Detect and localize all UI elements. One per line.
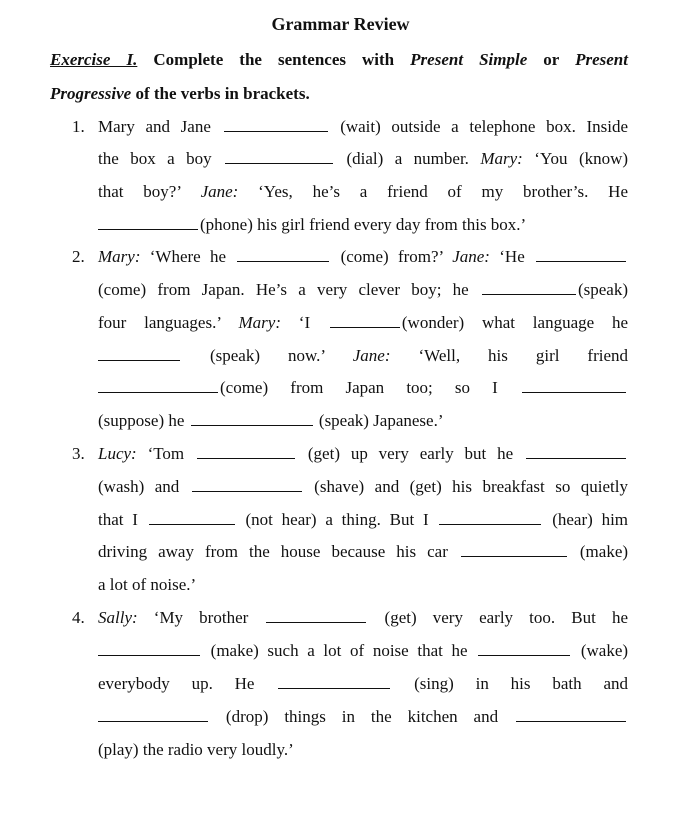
answer-blank[interactable] [98,379,218,393]
page-title: Grammar Review [271,14,410,34]
answer-blank[interactable] [266,609,366,623]
exercise-instruction: Exercise I. Complete the sentences with Present Simple or Present [50,50,628,69]
answer-blank[interactable] [439,511,541,525]
answer-blank[interactable] [237,248,329,262]
answer-blank[interactable] [224,118,328,132]
answer-blank[interactable] [516,708,626,722]
answer-blank[interactable] [197,445,295,459]
sentence-line: that boy?’ Jane: ‘Yes, he’s a friend of my brother’s. He [98,182,629,201]
sentence-line: (drop) things in the kitchen and [98,707,628,727]
answer-blank[interactable] [98,708,208,722]
sentence-line: (come) from Japan too; so I [98,378,628,398]
answer-blank[interactable] [330,314,400,328]
exercise-instruction-cont: Progressive of the verbs in brackets. [50,84,310,103]
answer-blank[interactable] [98,642,200,656]
sentence-line: (suppose) he (speak) Japanese.’ [98,411,444,430]
sentence-line: Lucy: ‘Tom (get) up very early but he [98,444,628,464]
answer-blank[interactable] [461,543,567,557]
item-number: 4. [72,608,85,627]
answer-blank[interactable] [98,347,180,361]
sentence-line: everybody up. He (sing) in his bath and [98,674,628,693]
answer-blank[interactable] [98,216,198,230]
item-number: 3. [72,444,85,463]
answer-blank[interactable] [225,150,333,164]
sentence-line: Sally: ‘My brother (get) very early too. But he [98,608,629,627]
answer-blank[interactable] [149,511,235,525]
answer-blank[interactable] [192,478,302,492]
answer-blank[interactable] [526,445,626,459]
answer-blank[interactable] [522,379,626,393]
sentence-line: Mary and Jane (wait) outside a telephone box. Inside [98,117,629,136]
answer-blank[interactable] [482,281,576,295]
sentence-line: (wash) and (shave) and (get) his breakfast so quietly [98,477,629,496]
answer-blank[interactable] [278,675,390,689]
answer-blank[interactable] [536,248,626,262]
sentence-line: a lot of noise.’ [98,575,197,594]
item-number: 1. [72,117,85,136]
item-number: 2. [72,247,85,266]
sentence-line: (come) from Japan. He’s a very clever boy; he (speak) [98,280,629,299]
sentence-line: driving away from the house because his car (make) [98,542,629,561]
sentence-line: the box a boy (dial) a number. Mary: ‘You (know) [98,149,629,168]
sentence-line: (play) the radio very loudly.’ [98,740,294,759]
exercise-label: Exercise I. [50,50,138,69]
sentence-line: Mary: ‘Where he (come) from?’ Jane: ‘He [98,247,628,267]
answer-blank[interactable] [478,642,570,656]
sentence-line: that I (not hear) a thing. But I (hear) him [98,510,629,529]
sentence-line: (make) such a lot of noise that he (wake) [98,641,628,661]
answer-blank[interactable] [191,412,313,426]
sentence-line: four languages.’ Mary: ‘I (wonder) what language he [98,313,628,332]
sentence-line: (speak) now.’ Jane: ‘Well, his girl friend [98,346,628,366]
sentence-line: (phone) his girl friend every day from this box.’ [98,215,628,235]
